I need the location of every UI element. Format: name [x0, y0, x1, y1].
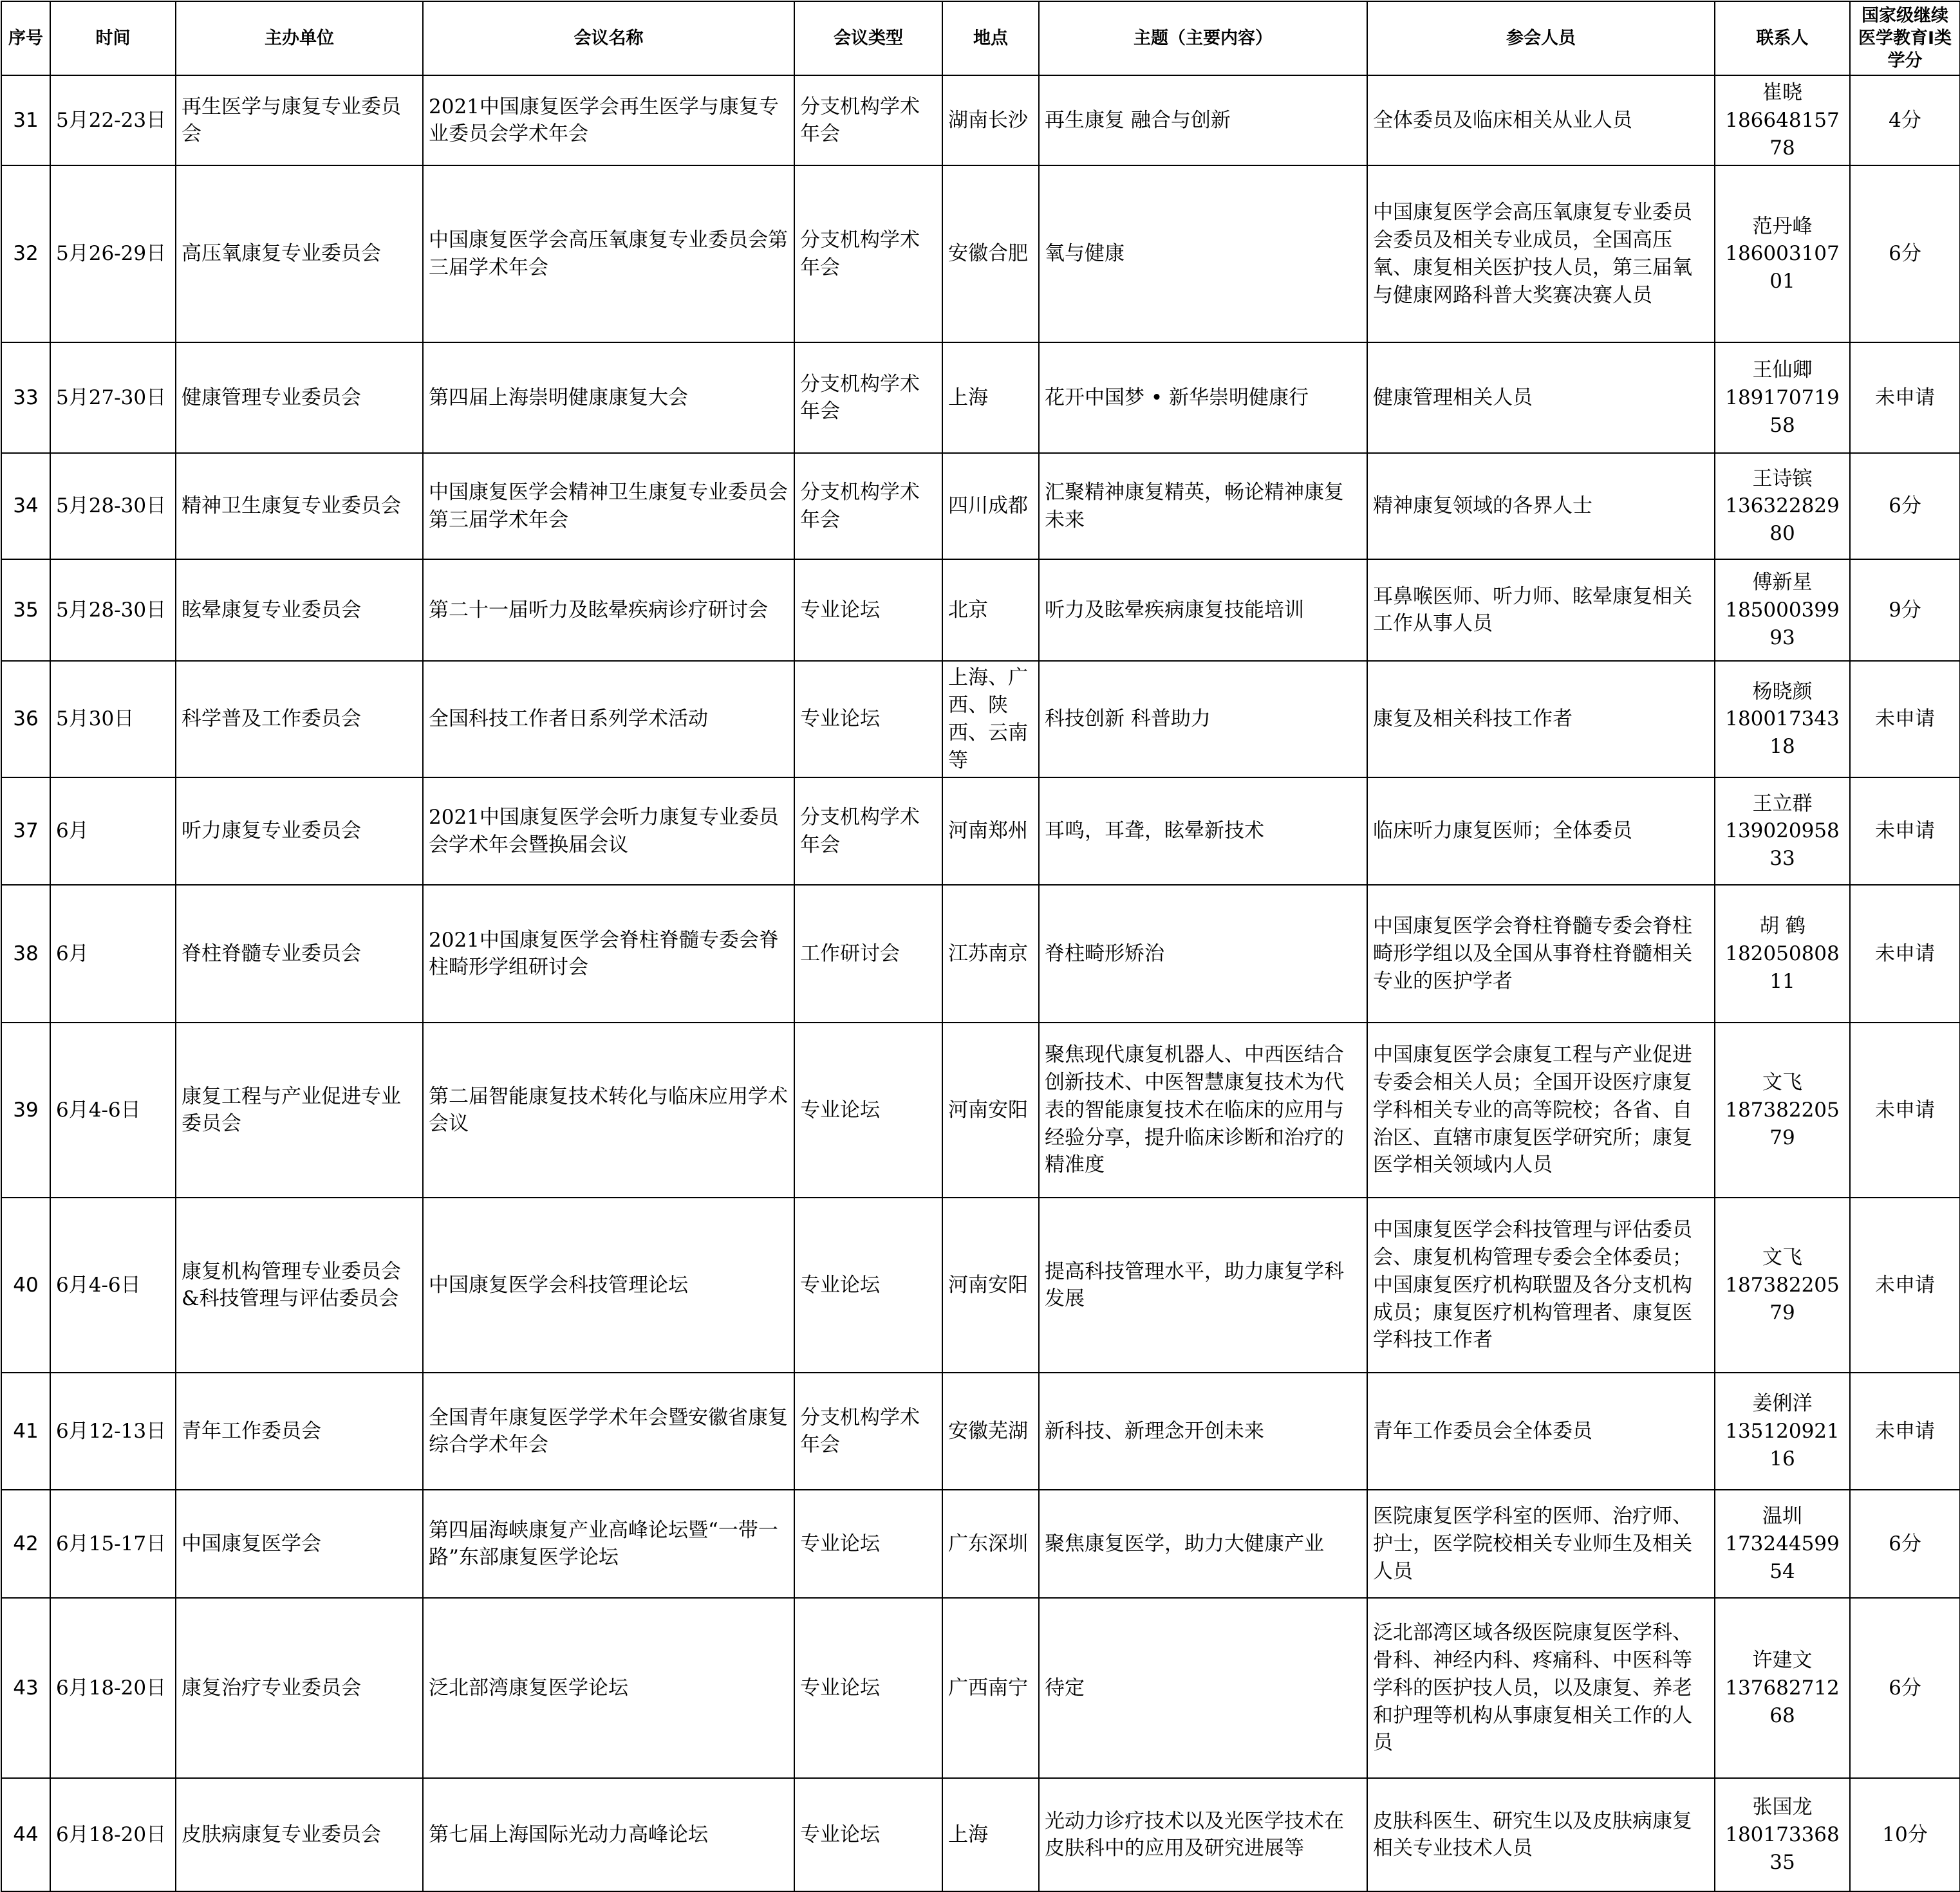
place-cell: 江苏南京: [942, 885, 1039, 1023]
contact-name: 姜俐洋: [1752, 1392, 1813, 1416]
contact-phone: 13632282980: [1725, 494, 1840, 546]
contact-phone: 17324459954: [1725, 1532, 1840, 1583]
header-theme: 主题（主要内容）: [1039, 1, 1367, 75]
seq-cell: 40: [1, 1198, 50, 1373]
meeting-name-cell: 2021中国康复医学会再生医学与康复专业委员会学术年会: [423, 75, 794, 165]
meeting-type-cell: 分支机构学术年会: [794, 1373, 942, 1490]
contact-name: 文飞: [1762, 1071, 1802, 1095]
credits-cell: 6分: [1850, 165, 1960, 342]
contact-phone: 13512092116: [1725, 1419, 1840, 1470]
contact-cell: [1715, 1598, 1850, 1778]
contact-name: 温圳: [1762, 1505, 1802, 1528]
credits-cell: 未申请: [1850, 661, 1960, 777]
credits-cell: 6分: [1850, 1598, 1960, 1778]
contact-cell: [1715, 1778, 1850, 1891]
credits-cell: 未申请: [1850, 1023, 1960, 1198]
theme-cell: 聚焦现代康复机器人、中西医结合创新技术、中医智慧康复技术为代表的智能康复技术在临床的应用与经验分享，提升临床诊断和治疗的精准度: [1039, 1023, 1367, 1198]
contact-name: 王立群: [1752, 792, 1813, 815]
credits-cell: 9分: [1850, 559, 1960, 661]
place-cell: 上海、广西、陕西、云南等: [942, 661, 1039, 777]
time-cell: 5月30日: [50, 661, 176, 777]
place-cell: 河南郑州: [942, 777, 1039, 885]
contact-cell: [1715, 1373, 1850, 1490]
table-row: [1, 1373, 1960, 1490]
place-cell: 河南安阳: [942, 1023, 1039, 1198]
host-cell: 听力康复专业委员会: [176, 777, 423, 885]
time-cell: 6月12-13日: [50, 1373, 176, 1490]
theme-cell: 再生康复 融合与创新: [1039, 75, 1367, 165]
credits-cell: 6分: [1850, 1490, 1960, 1598]
place-cell: 广西南宁: [942, 1598, 1039, 1778]
meeting-name-cell: 第四届海峡康复产业高峰论坛暨“一带一路”东部康复医学论坛: [423, 1490, 794, 1598]
contact-cell: [1715, 165, 1850, 342]
header-attendees: 参会人员: [1367, 1, 1715, 75]
table-row: [1, 165, 1960, 342]
contact-name: 胡 鹤: [1759, 914, 1806, 938]
table-row: [1, 885, 1960, 1023]
header-time: 时间: [50, 1, 176, 75]
time-cell: 5月26-29日: [50, 165, 176, 342]
contact-phone: 18600310701: [1725, 242, 1840, 293]
table-row: [1, 1490, 1960, 1598]
table-row: [1, 559, 1960, 661]
meeting-type-cell: 专业论坛: [794, 1778, 942, 1891]
contact-cell: [1715, 1490, 1850, 1598]
host-cell: 眩晕康复专业委员会: [176, 559, 423, 661]
header-host: 主办单位: [176, 1, 423, 75]
attendees-cell: 青年工作委员会全体委员: [1367, 1373, 1715, 1490]
theme-cell: 新科技、新理念开创未来: [1039, 1373, 1367, 1490]
meeting-type-cell: 分支机构学术年会: [794, 75, 942, 165]
theme-cell: 待定: [1039, 1598, 1367, 1778]
contact-cell: [1715, 1198, 1850, 1373]
place-cell: 湖南长沙: [942, 75, 1039, 165]
seq-cell: 38: [1, 885, 50, 1023]
meeting-type-cell: 工作研讨会: [794, 885, 942, 1023]
time-cell: 5月28-30日: [50, 559, 176, 661]
contact-cell: [1715, 885, 1850, 1023]
seq-cell: 41: [1, 1373, 50, 1490]
seq-cell: 34: [1, 453, 50, 559]
meeting-name-cell: 全国科技工作者日系列学术活动: [423, 661, 794, 777]
time-cell: 5月28-30日: [50, 453, 176, 559]
host-cell: 科学普及工作委员会: [176, 661, 423, 777]
header-seq: 序号: [1, 1, 50, 75]
host-cell: 再生医学与康复专业委员会: [176, 75, 423, 165]
contact-name: 张国龙: [1752, 1795, 1813, 1819]
time-cell: 5月27-30日: [50, 342, 176, 453]
contact-phone: 18017336835: [1725, 1822, 1840, 1874]
table-row: [1, 1778, 1960, 1891]
attendees-cell: 耳鼻喉医师、听力师、眩晕康复相关工作从事人员: [1367, 559, 1715, 661]
attendees-cell: 中国康复医学会康复工程与产业促进专委会相关人员；全国开设医疗康复学科相关专业的高等院校；各省、自治区、直辖市康复医学研究所；康复医学相关领域内人员: [1367, 1023, 1715, 1198]
meeting-name-cell: 中国康复医学会精神卫生康复专业委员会第三届学术年会: [423, 453, 794, 559]
contact-cell: [1715, 661, 1850, 777]
place-cell: 四川成都: [942, 453, 1039, 559]
credits-cell: 未申请: [1850, 1373, 1960, 1490]
contact-phone: 18001734318: [1725, 707, 1840, 759]
theme-cell: 氧与健康: [1039, 165, 1367, 342]
attendees-cell: 健康管理相关人员: [1367, 342, 1715, 453]
time-cell: 6月4-6日: [50, 1198, 176, 1373]
theme-cell: 科技创新 科普助力: [1039, 661, 1367, 777]
attendees-cell: 中国康复医学会科技管理与评估委员会、康复机构管理专委会全体委员；中国康复医疗机构联盟及各分支机构成员；康复医疗机构管理者、康复医学科技工作者: [1367, 1198, 1715, 1373]
seq-cell: 33: [1, 342, 50, 453]
theme-cell: 聚焦康复医学，助力大健康产业: [1039, 1490, 1367, 1598]
time-cell: 5月22-23日: [50, 75, 176, 165]
contact-cell: [1715, 453, 1850, 559]
contact-phone: 18738220579: [1725, 1273, 1840, 1324]
table-row: [1, 342, 1960, 453]
table-row: [1, 1023, 1960, 1198]
host-cell: 精神卫生康复专业委员会: [176, 453, 423, 559]
time-cell: 6月4-6日: [50, 1023, 176, 1198]
attendees-cell: 中国康复医学会高压氧康复专业委员会委员及相关专业成员，全国高压氧、康复相关医护技人员，第三届氧与健康网路科普大奖赛决赛人员: [1367, 165, 1715, 342]
meeting-name-cell: 中国康复医学会高压氧康复专业委员会第三届学术年会: [423, 165, 794, 342]
place-cell: 上海: [942, 342, 1039, 453]
meeting-name-cell: 中国康复医学会科技管理论坛: [423, 1198, 794, 1373]
place-cell: 安徽芜湖: [942, 1373, 1039, 1490]
seq-cell: 44: [1, 1778, 50, 1891]
meeting-name-cell: 2021中国康复医学会脊柱脊髓专委会脊柱畸形学组研讨会: [423, 885, 794, 1023]
attendees-cell: 精神康复领域的各界人士: [1367, 453, 1715, 559]
place-cell: 北京: [942, 559, 1039, 661]
contact-name: 王仙卿: [1752, 358, 1813, 382]
credits-cell: 未申请: [1850, 777, 1960, 885]
meeting-type-cell: 专业论坛: [794, 661, 942, 777]
seq-cell: 32: [1, 165, 50, 342]
attendees-cell: 泛北部湾区域各级医院康复医学科、骨科、神经内科、疼痛科、中医科等学科的医护技人员，以及康复、养老和护理等机构从事康复相关工作的人员: [1367, 1598, 1715, 1778]
meeting-name-cell: 第四届上海崇明健康康复大会: [423, 342, 794, 453]
seq-cell: 37: [1, 777, 50, 885]
table-row: [1, 75, 1960, 165]
table-row: [1, 1598, 1960, 1778]
attendees-cell: 临床听力康复医师；全体委员: [1367, 777, 1715, 885]
header-credits: 国家级继续医学教育I类学分: [1850, 1, 1960, 75]
attendees-cell: 中国康复医学会脊柱脊髓专委会脊柱畸形学组以及全国从事脊柱脊髓相关专业的医护学者: [1367, 885, 1715, 1023]
time-cell: 6月18-20日: [50, 1778, 176, 1891]
meeting-type-cell: 专业论坛: [794, 1490, 942, 1598]
time-cell: 6月: [50, 777, 176, 885]
host-cell: 高压氧康复专业委员会: [176, 165, 423, 342]
theme-cell: 脊柱畸形矫治: [1039, 885, 1367, 1023]
place-cell: 河南安阳: [942, 1198, 1039, 1373]
contact-name: 王诗镔: [1752, 467, 1813, 490]
meeting-name-cell: 泛北部湾康复医学论坛: [423, 1598, 794, 1778]
seq-cell: 39: [1, 1023, 50, 1198]
meeting-type-cell: 分支机构学术年会: [794, 777, 942, 885]
table-row: [1, 1198, 1960, 1373]
credits-cell: 未申请: [1850, 1198, 1960, 1373]
attendees-cell: 皮肤科医生、研究生以及皮肤病康复相关专业技术人员: [1367, 1778, 1715, 1891]
host-cell: 康复工程与产业促进专业委员会: [176, 1023, 423, 1198]
contact-phone: 18917071958: [1725, 385, 1840, 437]
meeting-type-cell: 分支机构学术年会: [794, 453, 942, 559]
header-place: 地点: [942, 1, 1039, 75]
meeting-name-cell: 第二届智能康复技术转化与临床应用学术会议: [423, 1023, 794, 1198]
host-cell: 青年工作委员会: [176, 1373, 423, 1490]
table-row: [1, 777, 1960, 885]
seq-cell: 43: [1, 1598, 50, 1778]
credits-cell: 4分: [1850, 75, 1960, 165]
credits-cell: 未申请: [1850, 342, 1960, 453]
contact-phone: 13902095833: [1725, 819, 1840, 871]
seq-cell: 42: [1, 1490, 50, 1598]
table-row: [1, 453, 1960, 559]
contact-cell: [1715, 75, 1850, 165]
contact-name: 杨晓颜: [1752, 680, 1813, 703]
seq-cell: 36: [1, 661, 50, 777]
time-cell: 6月18-20日: [50, 1598, 176, 1778]
meeting-name-cell: 第二十一届听力及眩晕疾病诊疗研讨会: [423, 559, 794, 661]
host-cell: 康复治疗专业委员会: [176, 1598, 423, 1778]
contact-cell: [1715, 777, 1850, 885]
theme-cell: 耳鸣，耳聋，眩晕新技术: [1039, 777, 1367, 885]
table-row: [1, 661, 1960, 777]
place-cell: 上海: [942, 1778, 1039, 1891]
meeting-name-cell: 第七届上海国际光动力高峰论坛: [423, 1778, 794, 1891]
meeting-type-cell: 分支机构学术年会: [794, 342, 942, 453]
contact-name: 傅新星: [1752, 571, 1813, 595]
header-meeting: 会议名称: [423, 1, 794, 75]
credits-cell: 6分: [1850, 453, 1960, 559]
meeting-type-cell: 分支机构学术年会: [794, 165, 942, 342]
theme-cell: 提高科技管理水平，助力康复学科发展: [1039, 1198, 1367, 1373]
header-type: 会议类型: [794, 1, 942, 75]
contact-cell: [1715, 559, 1850, 661]
host-cell: 中国康复医学会: [176, 1490, 423, 1598]
time-cell: 6月: [50, 885, 176, 1023]
meeting-type-cell: 专业论坛: [794, 1023, 942, 1198]
contact-name: 崔晓: [1762, 81, 1802, 105]
contact-phone: 18205080811: [1725, 941, 1840, 993]
contact-name: 许建文: [1752, 1649, 1813, 1673]
theme-cell: 光动力诊疗技术以及光医学技术在皮肤科中的应用及研究进展等: [1039, 1778, 1367, 1891]
meeting-type-cell: 专业论坛: [794, 1598, 942, 1778]
meeting-name-cell: 2021中国康复医学会听力康复专业委员会学术年会暨换届会议: [423, 777, 794, 885]
contact-phone: 18664815778: [1725, 108, 1840, 160]
meeting-type-cell: 专业论坛: [794, 1198, 942, 1373]
place-cell: 安徽合肥: [942, 165, 1039, 342]
meeting-type-cell: 专业论坛: [794, 559, 942, 661]
host-cell: 健康管理专业委员会: [176, 342, 423, 453]
theme-cell: 汇聚精神康复精英，畅论精神康复未来: [1039, 453, 1367, 559]
contact-name: 文飞: [1762, 1246, 1802, 1270]
time-cell: 6月15-17日: [50, 1490, 176, 1598]
theme-cell: 听力及眩晕疾病康复技能培训: [1039, 559, 1367, 661]
credits-cell: 10分: [1850, 1778, 1960, 1891]
meeting-schedule-table: [1, 1, 1960, 1892]
seq-cell: 35: [1, 559, 50, 661]
attendees-cell: 康复及相关科技工作者: [1367, 661, 1715, 777]
place-cell: 广东深圳: [942, 1490, 1039, 1598]
contact-cell: [1715, 1023, 1850, 1198]
host-cell: 脊柱脊髓专业委员会: [176, 885, 423, 1023]
host-cell: 康复机构管理专业委员会&科技管理与评估委员会: [176, 1198, 423, 1373]
contact-phone: 13768271268: [1725, 1676, 1840, 1727]
contact-phone: 18738220579: [1725, 1098, 1840, 1149]
seq-cell: 31: [1, 75, 50, 165]
header-contact: 联系人: [1715, 1, 1850, 75]
host-cell: 皮肤病康复专业委员会: [176, 1778, 423, 1891]
attendees-cell: 医院康复医学科室的医师、治疗师、护士，医学院校相关专业师生及相关人员: [1367, 1490, 1715, 1598]
attendees-cell: 全体委员及临床相关从业人员: [1367, 75, 1715, 165]
contact-phone: 18500039993: [1725, 598, 1840, 649]
contact-cell: [1715, 342, 1850, 453]
theme-cell: 花开中国梦 • 新华崇明健康行: [1039, 342, 1367, 453]
credits-cell: 未申请: [1850, 885, 1960, 1023]
header-row: [1, 1, 1960, 75]
meeting-name-cell: 全国青年康复医学学术年会暨安徽省康复综合学术年会: [423, 1373, 794, 1490]
contact-name: 范丹峰: [1752, 214, 1813, 238]
